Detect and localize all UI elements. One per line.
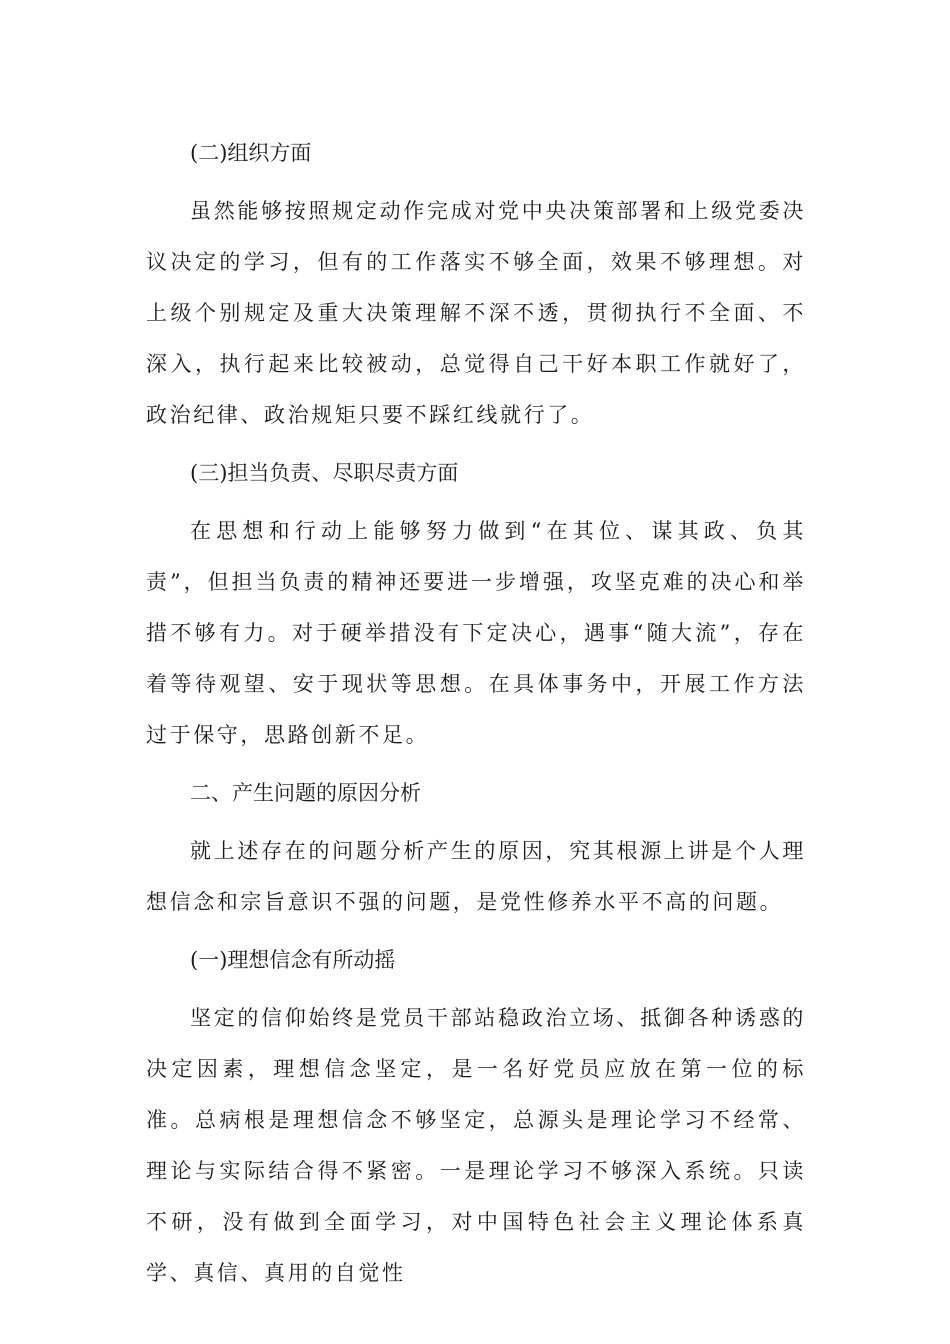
paragraph-cause-analysis: 就上述存在的问题分析产生的原因，究其根源上讲是个人理想信念和宗旨意识不强的问题，是党性修养水平不高的问题。 bbox=[146, 839, 806, 914]
paragraph-ideals-beliefs: 坚定的信仰始终是党员干部站稳政治立场、抵御各种诱惑的决定因素，理想信念坚定，是一名好党员应放在第一位的标准。总病根是理想信念不够坚定，总源头是理论学习不经常、理论与实际结合得不紧密。一是理论学习不够深入系统。只读不研，没有做到全面学习，对中国特色社会主义理论体系真学、真信、真用的自觉性 bbox=[146, 1006, 806, 1285]
paragraph-organization: 虽然能够按照规定动作完成对党中央决策部署和上级党委决议决定的学习，但有的工作落实不够全面，效果不够理想。对上级个别规定及重大决策理解不深不透，贯彻执行不全面、不深入，执行起来比较被动，总觉得自己干好本职工作就好了，政治纪律、政治规矩只要不踩红线就行了。 bbox=[146, 199, 806, 427]
heading-organization: (二)组织方面 bbox=[190, 141, 312, 165]
heading-ideals-beliefs: (一)理想信念有所动摇 bbox=[190, 948, 396, 972]
document-page bbox=[146, 128, 806, 1306]
paragraph-responsibility: 在思想和行动上能够努力做到“在其位、谋其政、负其责”，但担当负责的精神还要进一步增强，攻坚克难的决心和举措不够有力。对于硬举措没有下定决心，遇事“随大流”，存在着等待观望、安于现状等思想。在具体事务中，开展工作方法过于保守，思路创新不足。 bbox=[146, 519, 806, 747]
heading-responsibility: (三)担当负责、尽职尽责方面 bbox=[190, 461, 459, 485]
heading-cause-analysis: 二、产生问题的原因分析 bbox=[190, 781, 421, 805]
